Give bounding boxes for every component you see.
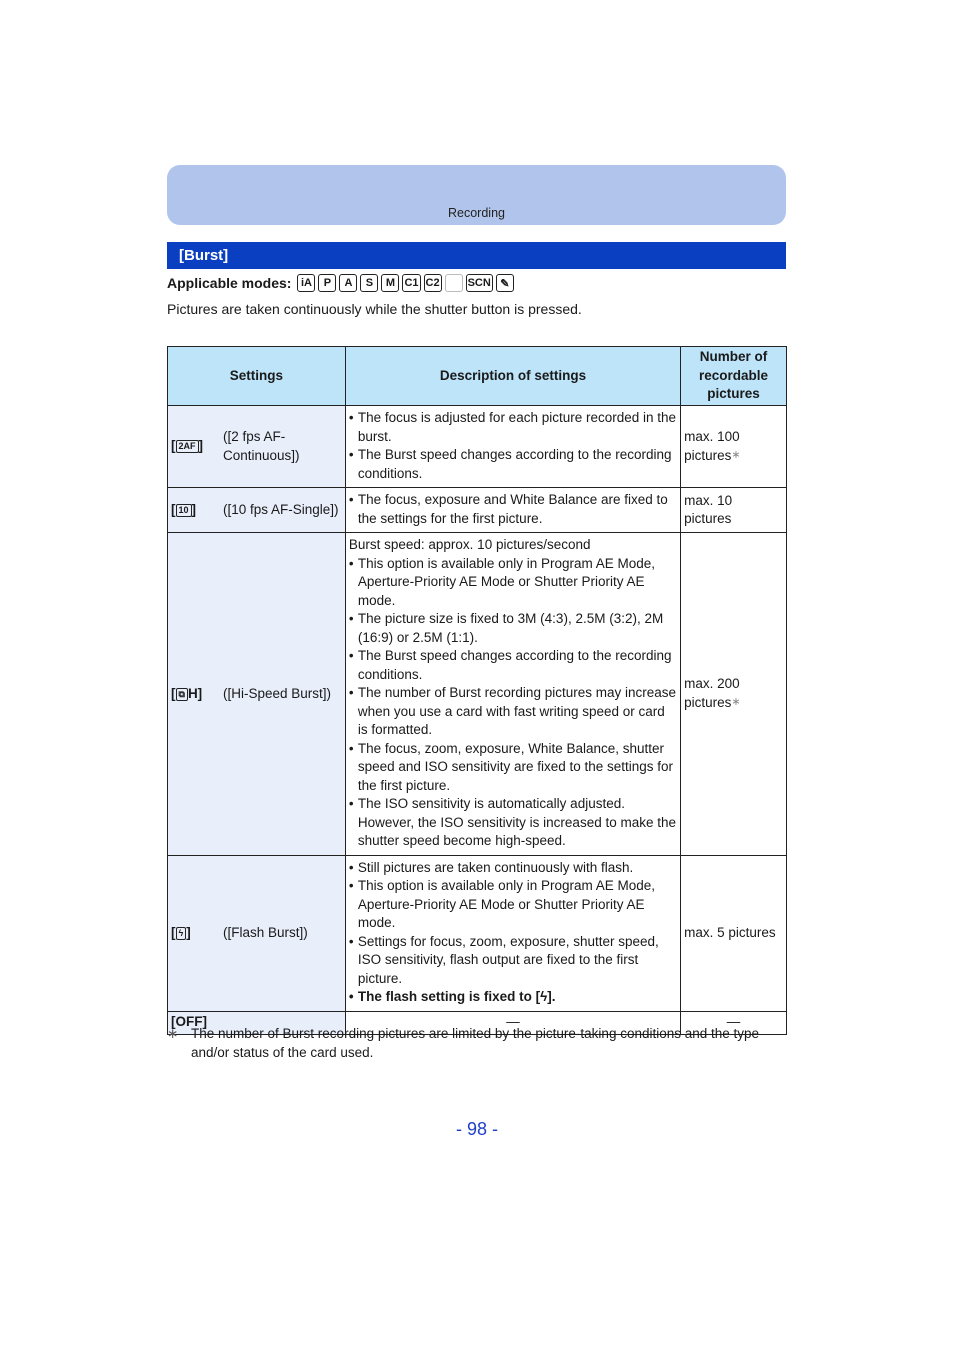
burst-hi-speed-icon: [ ⧉ H] xyxy=(171,685,203,701)
custom1-mode-icon: C1 xyxy=(402,274,420,292)
footnote xyxy=(167,1025,786,1062)
table-row xyxy=(168,855,787,1011)
intelligent-auto-mode-icon: iA xyxy=(297,274,315,292)
applicable-modes-label: Applicable modes: xyxy=(167,275,292,291)
list-item: • The focus is adjusted for each picture recorded in the burst. xyxy=(349,409,677,446)
manual-mode-icon: M xyxy=(381,274,399,292)
list-item: • The Burst speed changes according to the recording conditions. xyxy=(349,446,677,483)
table-header-row xyxy=(168,347,787,406)
picture-count: max. 100 pictures xyxy=(684,428,740,463)
custom2-mode-icon: C2 xyxy=(424,274,442,292)
video-mode-icon xyxy=(445,274,463,292)
burst-af-continuous-icon: [ 2AF ] xyxy=(171,438,204,454)
table-row xyxy=(168,488,787,533)
breadcrumb: Recording xyxy=(448,206,505,220)
burst-settings-table xyxy=(167,346,787,1035)
picture-count: max. 5 pictures xyxy=(684,924,776,940)
table-row xyxy=(168,533,787,856)
asterisk-mark: ∗ xyxy=(731,449,741,461)
list-item: • Still pictures are taken continuously with flash. xyxy=(349,859,677,878)
setting-name: ([Flash Burst]) xyxy=(223,924,308,940)
intro-text: Pictures are taken continuously while the shutter button is pressed. xyxy=(167,301,582,317)
program-mode-icon: P xyxy=(318,274,336,292)
scene-mode-icon: SCN xyxy=(466,274,493,292)
applicable-modes xyxy=(167,273,517,293)
aperture-mode-icon: A xyxy=(339,274,357,292)
off-count: — xyxy=(681,1011,787,1034)
setting-name: ([Hi-Speed Burst]) xyxy=(223,685,332,701)
list-item: • The ISO sensitivity is automatically adjusted. However, the ISO sensitivity is increased to make the shutter speed become high-speed. xyxy=(349,795,677,851)
off-label: [OFF] xyxy=(168,1011,346,1034)
shutter-mode-icon: S xyxy=(360,274,378,292)
asterisk-mark: ∗ xyxy=(731,696,741,709)
burst-speed-note: Burst speed: approx. 10 pictures/second xyxy=(348,537,591,552)
header-description: Description of settings xyxy=(345,347,680,406)
table-row xyxy=(168,406,787,488)
burst-af-single-icon: [ 10 ] xyxy=(171,501,197,517)
list-item: • The number of Burst recording pictures may increase when you use a card with fast writing speed or card is formatted. xyxy=(349,684,677,740)
setting-name: ([10 fps AF-Single]) xyxy=(223,501,339,517)
page-number: - 98 - xyxy=(455,1119,498,1139)
list-item: • This option is available only in Program AE Mode, Aperture-Priority AE Mode or Shutter Priority AE mode. xyxy=(349,877,677,933)
flash-setting-note: • The flash setting is fixed to [ϟ]. xyxy=(349,988,677,1007)
footnote-mark: ∗ xyxy=(167,1026,179,1041)
list-item: • The Burst speed changes according to the recording conditions. xyxy=(349,647,677,684)
list-item: • The focus, exposure and White Balance are fixed to the settings for the first picture. xyxy=(349,491,677,528)
section-title: [Burst] xyxy=(167,242,786,269)
list-item: • This option is available only in Program AE Mode, Aperture-Priority AE Mode or Shutter Priority AE mode. xyxy=(349,555,677,611)
header-count: Number of recordable pictures xyxy=(681,347,787,406)
picture-count: max. 10 pictures xyxy=(684,492,733,526)
list-item: • The picture size is fixed to 3M (4:3), 2.5M (3:2), 2M (16:9) or 2.5M (1:1). xyxy=(349,610,677,647)
picture-count: max. 200 pictures xyxy=(684,675,740,711)
header-settings: Settings xyxy=(168,347,346,406)
list-item: • The focus, zoom, exposure, White Balance, shutter speed and ISO sensitivity are fixed to the settings for the first picture. xyxy=(349,740,677,796)
setting-name: ([2 fps AF-Continuous]) xyxy=(223,429,300,463)
flash-burst-icon: [ ϟ ] xyxy=(171,924,191,940)
chapter-header-band xyxy=(167,165,786,225)
footnote-text: The number of Burst recording pictures are limited by the picture-taking conditions and the type and/or status of the card used. xyxy=(191,1026,760,1060)
off-description: — xyxy=(345,1011,680,1034)
list-item: • Settings for focus, zoom, exposure, shutter speed, ISO sensitivity, flash output are fixed to the first picture. xyxy=(349,933,677,989)
creative-control-mode-icon: ✎ xyxy=(496,274,514,292)
